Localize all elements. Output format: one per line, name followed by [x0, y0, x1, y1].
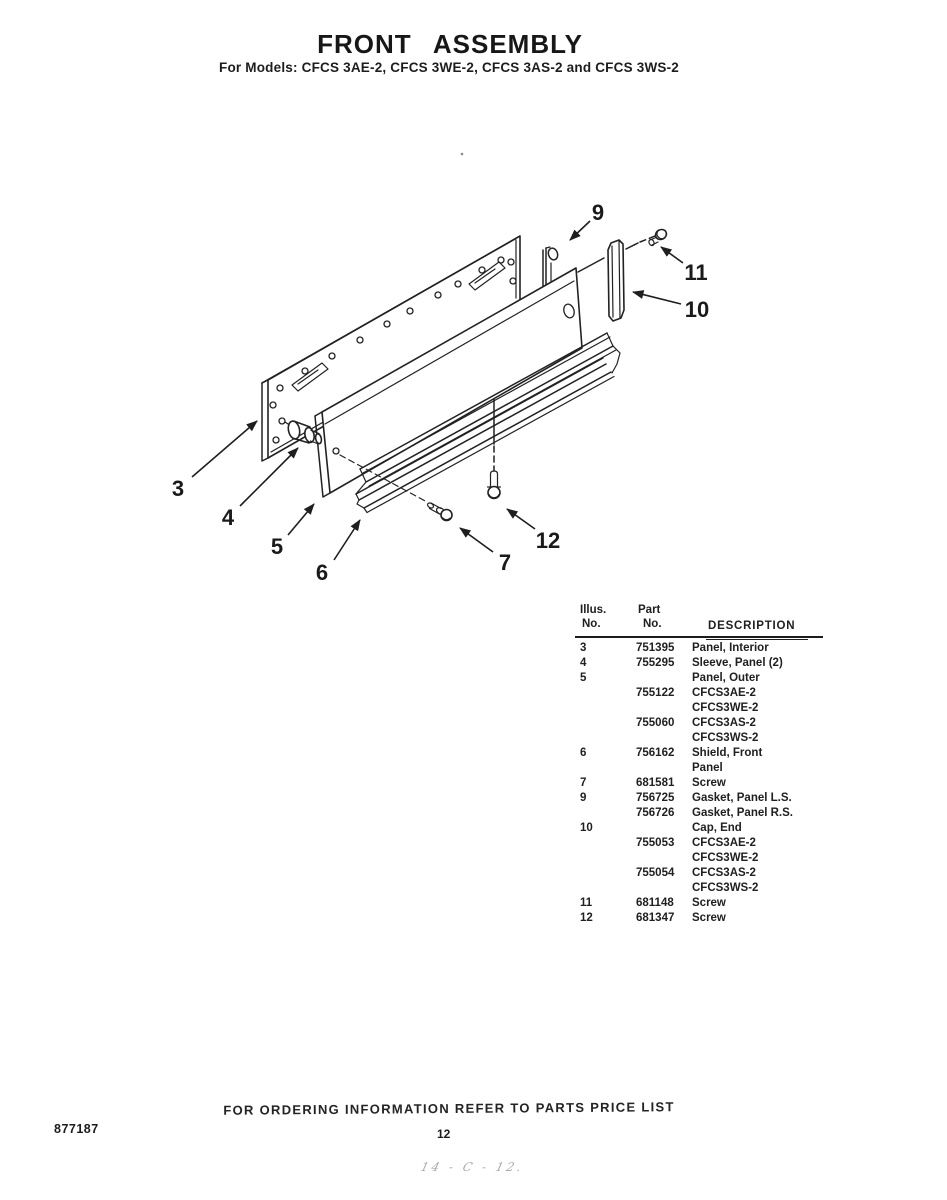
description-cell: CFCS3AE-2 [692, 687, 756, 699]
illus-no-cell [578, 716, 636, 731]
models-subtitle: For Models: CFCS 3AE-2, CFCS 3WE-2, CFCS 3AS-2 and CFCS 3WS-2 [218, 60, 680, 75]
description-cell: Shield, Front [692, 747, 763, 759]
table-row [578, 761, 828, 776]
table-row [578, 821, 828, 836]
callout-4: 4 [221, 505, 235, 530]
part-no-cell: 681581 [636, 777, 675, 789]
table-row [578, 851, 828, 866]
callout-11: 11 [684, 260, 708, 285]
page-title: FRONT ASSEMBLY [317, 29, 583, 59]
description-cell: CFCS3AS-2 [692, 717, 756, 729]
table-row [578, 671, 828, 686]
part-no-cell: 681148 [636, 897, 674, 909]
illus-no-cell: 11 [580, 897, 593, 909]
part-no-cell: 756162 [636, 747, 675, 759]
illus-no-cell [578, 731, 636, 746]
table-row [578, 881, 828, 896]
header-part: Part [638, 604, 661, 616]
table-row [578, 656, 828, 671]
part-no-cell: 751395 [636, 642, 675, 654]
part-10-end-cap [608, 240, 624, 321]
illus-no-cell [578, 686, 636, 701]
part-no-cell: 755060 [636, 717, 675, 729]
part-no-cell [636, 731, 692, 746]
part-no-cell [636, 671, 692, 686]
table-row [578, 896, 828, 911]
description-cell: CFCS3AS-2 [692, 867, 756, 879]
part-no-cell [636, 881, 692, 896]
illus-no-cell [578, 806, 636, 821]
callout-10: 10 [684, 297, 710, 322]
page-number: 12 [437, 1127, 451, 1141]
illus-no-cell [578, 881, 636, 896]
description-cell: CFCS3WE-2 [692, 852, 759, 864]
description-cell: CFCS3WS-2 [692, 732, 759, 744]
header-illus: Illus. [580, 604, 607, 616]
header-illus-no: No. [582, 618, 601, 630]
header-part-no: No. [643, 618, 662, 630]
illus-no-cell: 4 [580, 657, 587, 669]
table-row [578, 731, 828, 746]
part-no-cell [636, 851, 692, 866]
part-no-cell [636, 701, 692, 716]
illus-no-cell [578, 851, 636, 866]
table-row [578, 791, 828, 806]
illus-no-cell: 12 [580, 912, 593, 924]
description-cell: Screw [692, 912, 726, 924]
part-no-cell: 755054 [636, 867, 675, 879]
table-row [578, 806, 828, 821]
illus-no-cell [578, 701, 636, 716]
description-cell: Panel [692, 762, 723, 774]
callout-5: 5 [270, 534, 284, 559]
illus-no-cell [578, 761, 636, 776]
handwritten-note: 14 - C - 12. [419, 1160, 526, 1174]
table-row [578, 716, 828, 731]
description-cell: Screw [692, 897, 726, 909]
table-row [578, 746, 828, 761]
description-cell: Gasket, Panel L.S. [692, 792, 792, 804]
illus-no-cell: 3 [580, 642, 587, 654]
document-number: 877187 [54, 1122, 99, 1136]
table-row [578, 866, 828, 881]
description-cell: CFCS3WE-2 [692, 702, 759, 714]
description-cell: Screw [692, 777, 726, 789]
scan-speck [461, 153, 464, 156]
part-no-cell [636, 821, 692, 836]
table-row [578, 686, 828, 701]
table-row [578, 836, 828, 851]
callout-9: 9 [591, 200, 605, 225]
illus-no-cell: 10 [580, 822, 593, 834]
callout-3: 3 [171, 476, 185, 501]
illus-no-cell: 7 [580, 777, 587, 789]
part-no-cell: 755122 [636, 687, 675, 699]
table-row [578, 776, 828, 791]
illus-no-cell: 6 [580, 747, 587, 759]
part-no-cell: 756726 [636, 807, 675, 819]
header-description: DESCRIPTION [708, 620, 796, 632]
illus-no-cell: 9 [580, 792, 587, 804]
table-row [578, 701, 828, 716]
callout-6: 6 [315, 560, 329, 585]
description-cell: Cap, End [692, 822, 742, 834]
part-no-cell: 681347 [636, 912, 675, 924]
part-no-cell: 756725 [636, 792, 675, 804]
description-cell: Panel, Outer [692, 672, 760, 684]
header-rule [575, 636, 823, 638]
ordering-note: FOR ORDERING INFORMATION REFER TO PARTS PRICE LIST [223, 1099, 675, 1118]
description-cell: CFCS3WS-2 [692, 882, 759, 894]
description-cell: CFCS3AE-2 [692, 837, 756, 849]
callout-12: 12 [535, 528, 561, 553]
header-rule-2 [706, 639, 808, 640]
illus-no-cell: 5 [580, 672, 587, 684]
illus-no-cell [578, 866, 636, 881]
table-row [578, 911, 828, 926]
illus-no-cell [578, 836, 636, 851]
callout-7: 7 [498, 550, 512, 575]
part-no-cell: 755295 [636, 657, 675, 669]
table-row [578, 641, 828, 656]
description-cell: Sleeve, Panel (2) [692, 657, 783, 669]
parts-table-rows [578, 641, 828, 926]
part-no-cell: 755053 [636, 837, 675, 849]
description-cell: Gasket, Panel R.S. [692, 807, 793, 819]
description-cell: Panel, Interior [692, 642, 769, 654]
part-no-cell [636, 761, 692, 776]
